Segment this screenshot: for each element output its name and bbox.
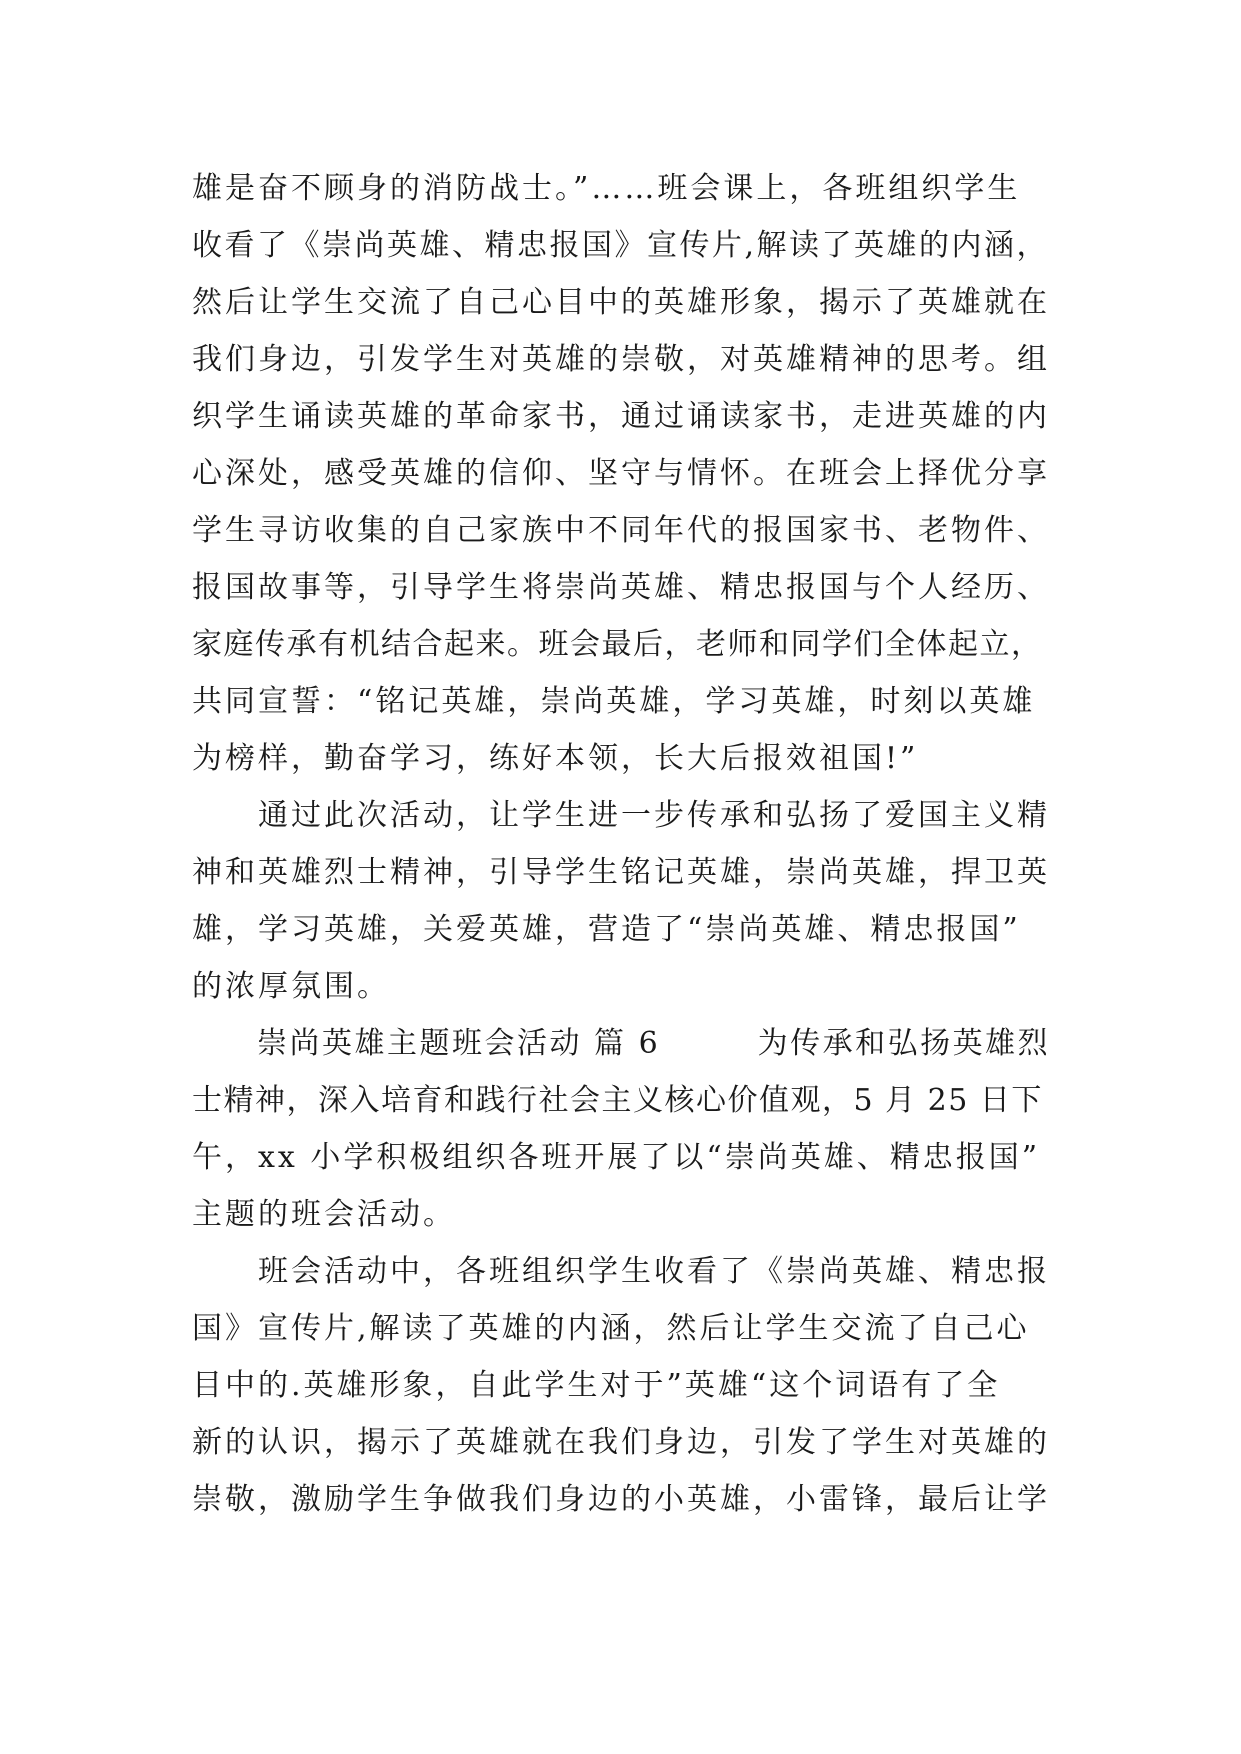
- text-line: 士精神，深入培育和践行社会主义核心价值观，5 月 25 日下: [192, 1083, 1043, 1118]
- text-line: 心深处，感受英雄的信仰、坚守与情怀。在班会上择优分享: [192, 456, 1050, 491]
- text-line: 崇敬，激励学生争做我们身边的小英雄，小雷锋，最后让学: [192, 1482, 1050, 1517]
- text-line: 新的认识，揭示了英雄就在我们身边，引发了学生对英雄的: [192, 1425, 1050, 1460]
- text-line: 家庭传承有机结合起来。班会最后，老师和同学们全体起立，: [192, 627, 1043, 662]
- text-line: 雄是奋不顾身的消防战士。”……班会课上，各班组织学生: [192, 171, 1021, 206]
- body-text: [192, 160, 1052, 1528]
- text-line: 国》宣传片,解读了英雄的内涵，然后让学生交流了自己心: [192, 1311, 1030, 1346]
- text-line: 织学生诵读英雄的革命家书，通过诵读家书，走进英雄的内: [192, 399, 1050, 434]
- text-line: 崇尚英雄主题班会活动 篇 6 为传承和弘扬英雄烈: [192, 1026, 1051, 1061]
- text-line: 学生寻访收集的自己家族中不同年代的报国家书、老物件、: [192, 513, 1050, 548]
- text-line: 为榜样，勤奋学习，练好本领，长大后报效祖国!”: [192, 741, 919, 776]
- text-line: 神和英雄烈士精神，引导学生铭记英雄，崇尚英雄，捍卫英: [192, 855, 1050, 890]
- text-line: 主题的班会活动。: [192, 1197, 456, 1232]
- text-line: 的浓厚氛围。: [192, 969, 390, 1004]
- text-line: 目中的.英雄形象，自此学生对于”英雄“这个词语有了全: [192, 1368, 1001, 1403]
- text-line: 通过此次活动，让学生进一步传承和弘扬了爱国主义精: [192, 798, 1050, 833]
- text-line: 报国故事等，引导学生将崇尚英雄、精忠报国与个人经历、: [192, 570, 1050, 605]
- text-line: 收看了《崇尚英雄、精忠报国》宣传片,解读了英雄的内涵，: [192, 228, 1050, 263]
- text-line: 然后让学生交流了自己心目中的英雄形象，揭示了英雄就在: [192, 285, 1050, 320]
- text-line: 共同宣誓：“铭记英雄，崇尚英雄，学习英雄，时刻以英雄: [192, 684, 1036, 719]
- text-line: 雄，学习英雄，关爱英雄，营造了“崇尚英雄、精忠报国”: [192, 912, 1021, 947]
- text-line: 我们身边，引发学生对英雄的崇敬，对英雄精神的思考。组: [192, 342, 1050, 377]
- text-line: 班会活动中，各班组织学生收看了《崇尚英雄、精忠报: [192, 1254, 1050, 1289]
- text-line: 午，xx 小学积极组织各班开展了以“崇尚英雄、精忠报国”: [192, 1140, 1041, 1175]
